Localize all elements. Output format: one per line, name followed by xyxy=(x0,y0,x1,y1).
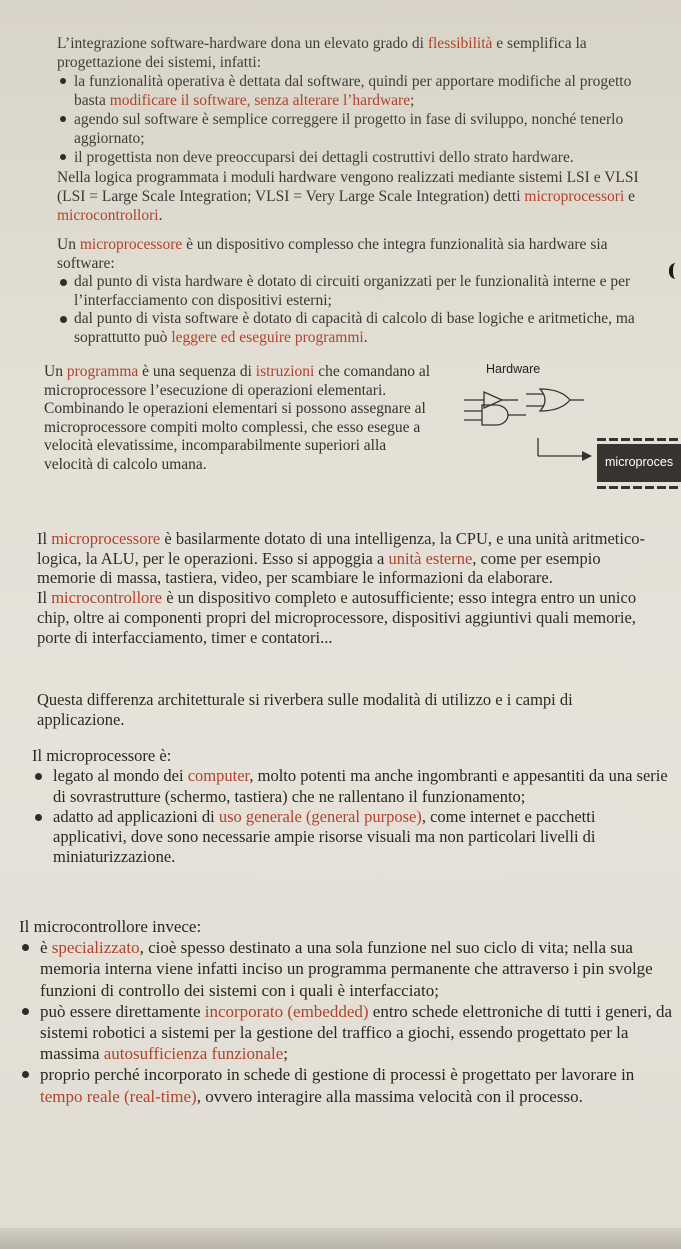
list-item: il progettista non deve preoccuparsi dei dettagli costruttivi dello strato hardware. xyxy=(57,148,657,167)
microcontroller-list xyxy=(19,937,679,1107)
lsi-paragraph: Nella logica programmata i moduli hardware vengono realizzati mediante sistemi LSI e VLSI (LSI = Large Scale Integration; VLSI = Very Large Scale Integration) detti microprocessori e microcontrollori. xyxy=(57,169,639,224)
difference-paragraph: Questa differenza architetturale si riverbera sulle modalità di utilizzo e i campi di applicazione. xyxy=(37,690,573,729)
keyword-microprocessori: microprocessori xyxy=(524,188,625,205)
cpu-paragraph: Il microprocessore è basilarmente dotato di una intelligenza, la CPU, e una unità aritmetico-logica, la ALU, per le operazioni. Esso si appoggia a unità esterne, come per esempio memorie di massa, tastiera, video, per scambiare le informazioni da elaborare. xyxy=(37,529,646,588)
keyword-real-time: tempo reale (real-time) xyxy=(40,1086,197,1106)
lsi-section xyxy=(57,168,657,225)
keyword-microcontrollori: microcontrollori xyxy=(57,207,159,224)
keyword-flessibilita: flessibilità xyxy=(427,35,493,52)
keyword-istruzioni: istruzioni xyxy=(255,363,315,380)
intro-paragraph xyxy=(57,34,657,72)
keyword-microprocessore: microprocessore xyxy=(79,236,183,253)
keyword-microprocessore: microprocessore xyxy=(51,529,161,548)
list-item: la funzionalità operativa è dettata dal software, quindi per apportare modifiche al progetto basta modificare il software, senza alterare l’hardware; xyxy=(57,72,657,110)
program-paragraph: Un programma è una sequenza di istruzioni che comandano al microprocessore l’esecuzione di operazioni elementari. xyxy=(44,363,431,399)
keyword-modificare: modificare il software, senza alterare l’hardware xyxy=(109,92,411,109)
list-item: proprio perché incorporato in schede di gestione di processi è progettato per lavorare in tempo reale (real-time), ovvero interagire alla massima velocità con il processo. xyxy=(19,1064,679,1106)
program-paragraph-2: Combinando le operazioni elementari si possono assegnare al microprocessore compiti molto complessi, che esso esegue a velocità elevatissime, incomparabilmente superiori alla velocità di calcolo umana. xyxy=(44,400,426,473)
list-item: può essere direttamente incorporato (embedded) entro schede elettroniche di tutti i generi, da sistemi robotici a sistemi per la gestione del traffico a giochi, essendo progettato per la massima autosufficienza funzionale; xyxy=(19,1001,679,1065)
keyword-autosufficienza: autosufficienza funzionale xyxy=(103,1044,284,1064)
keyword-unita-esterne: unità esterne xyxy=(388,548,473,568)
keyword-programma: programma xyxy=(66,363,139,380)
intro-text-end: e semplifica la progettazione dei sistemi, infatti: xyxy=(57,35,587,71)
intro-list xyxy=(57,72,657,167)
definition-paragraph: Un microprocessore è un dispositivo complesso che integra funzionalità sia hardware sia software: xyxy=(57,236,608,272)
microcontroller-paragraph: Il microcontrollore è un dispositivo completo e autosufficiente; esso integra entro un unico chip, oltre ai componenti propri del microprocessore, dispositivi aggiuntivi quali memorie, porte di interfacciamento, timer e contatori... xyxy=(37,588,637,647)
list-item: agendo sul software è semplice correggere il progetto in fase di sviluppo, nonché tenerlo aggiornato; xyxy=(57,110,657,148)
microprocessor-definition xyxy=(57,236,657,347)
microprocessor-traits xyxy=(32,746,672,868)
list-item: adatto ad applicazioni di uso generale (general purpose), come internet e pacchetti applicativi, dove sono necessarie ampie risorse visuali ma non particolari livelli di miniaturizzazione. xyxy=(32,807,672,868)
keyword-microcontrollore: microcontrollore xyxy=(51,588,163,608)
microprocessor-label: microproces xyxy=(605,455,674,469)
definition-list xyxy=(57,273,657,347)
microcontroller-traits xyxy=(19,916,679,1107)
microprocessor-list xyxy=(32,766,672,867)
page-bottom-edge xyxy=(0,1228,681,1249)
diagram-title: Hardware xyxy=(486,362,541,376)
list-item: legato al mondo dei computer, molto potenti ma anche ingombranti e appesantiti da una serie di sovrastrutture (schermo, tastiera) che ne rallentano il funzionamento; xyxy=(32,766,672,807)
margin-bracket-mark xyxy=(669,263,681,279)
keyword-computer: computer xyxy=(187,766,250,786)
keyword-general-purpose: uso generale (general purpose) xyxy=(218,806,422,826)
list-item: dal punto di vista software è dotato di capacità di calcolo di base logiche e aritmetiche, ma soprattutto può leggere ed eseguire programmi. xyxy=(57,310,657,347)
cpu-section xyxy=(37,529,662,647)
box-bottom-pins xyxy=(597,486,681,489)
difference-section xyxy=(37,690,662,730)
keyword-embedded: incorporato (embedded) xyxy=(204,1001,369,1021)
keyword-specializzato: specializzato xyxy=(51,938,140,958)
hardware-diagram xyxy=(456,356,681,498)
intro-section xyxy=(57,34,657,167)
box-top-pins xyxy=(597,438,681,441)
section-heading: Il microcontrollore invece: xyxy=(19,917,202,936)
list-item: dal punto di vista hardware è dotato di circuiti organizzati per le funzionalità interne e per l’interfacciamento con dispositivi esterni; xyxy=(57,273,657,310)
keyword-leggere-eseguire: leggere ed eseguire programmi xyxy=(171,328,364,346)
section-heading: Il microprocessore è: xyxy=(32,746,172,765)
program-section xyxy=(44,363,439,474)
intro-text: L’integrazione software-hardware dona un elevato grado di xyxy=(57,35,428,52)
list-item: è specializzato, cioè spesso destinato a una sola funzione nel suo ciclo di vita; nella sua memoria interna viene infatti inciso un programma permanente che attraverso i pin svolge funzioni di controllo dei sistemi con i quali è interfacciato; xyxy=(19,937,679,1001)
microprocessor-box xyxy=(597,444,681,482)
